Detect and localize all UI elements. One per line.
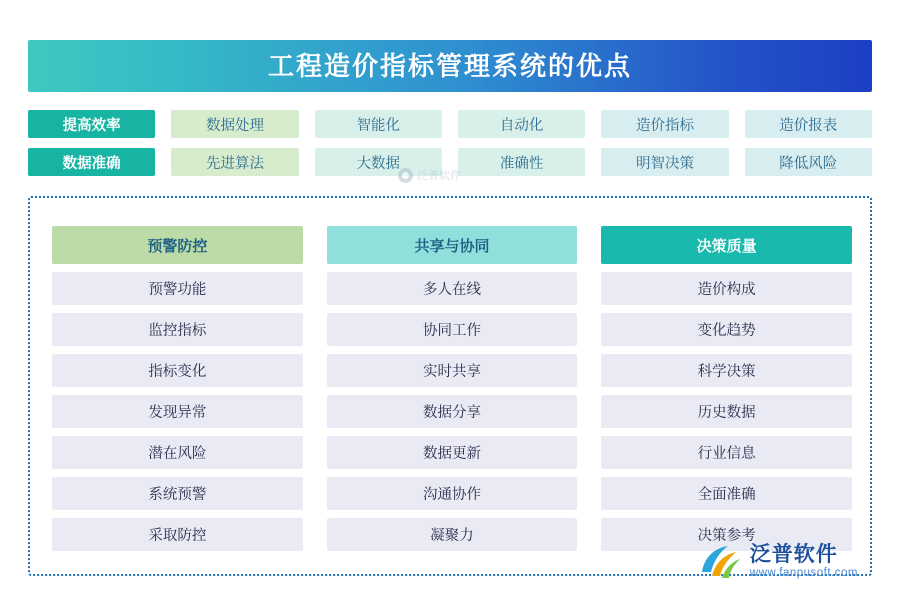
column-header: 预警防控 xyxy=(52,226,303,264)
list-item[interactable]: 协同工作 xyxy=(327,313,578,346)
keyword-chip[interactable]: 造价指标 xyxy=(601,110,728,138)
list-item[interactable]: 采取防控 xyxy=(52,518,303,551)
keyword-chip[interactable]: 降低风险 xyxy=(745,148,872,176)
keyword-chip[interactable]: 提高效率 xyxy=(28,110,155,138)
keyword-chip[interactable]: 明智决策 xyxy=(601,148,728,176)
keyword-chip[interactable]: 数据处理 xyxy=(171,110,298,138)
keyword-chip[interactable]: 数据准确 xyxy=(28,148,155,176)
list-item[interactable]: 发现异常 xyxy=(52,395,303,428)
list-item[interactable]: 行业信息 xyxy=(601,436,852,469)
keyword-chip[interactable]: 准确性 xyxy=(458,148,585,176)
column-header: 决策质量 xyxy=(601,226,852,264)
category-column-collaboration xyxy=(327,226,578,551)
list-item[interactable]: 历史数据 xyxy=(601,395,852,428)
category-column-decision xyxy=(601,226,852,551)
brand-text xyxy=(750,543,858,580)
watermark-label: 泛普软件 xyxy=(417,170,461,182)
list-item[interactable]: 决策参考 xyxy=(601,518,852,551)
title-banner xyxy=(28,40,872,92)
watermark-logo-icon xyxy=(398,168,413,183)
brand-logo xyxy=(698,542,858,582)
brand-mark-icon xyxy=(698,542,742,582)
list-item[interactable]: 科学决策 xyxy=(601,354,852,387)
keyword-chip[interactable]: 智能化 xyxy=(315,110,442,138)
list-item[interactable]: 全面准确 xyxy=(601,477,852,510)
brand-url: www.fanpusoft.com xyxy=(749,567,858,580)
list-item[interactable]: 数据更新 xyxy=(327,436,578,469)
keyword-row-1 xyxy=(28,110,872,138)
category-columns xyxy=(52,226,852,551)
list-item[interactable]: 造价构成 xyxy=(601,272,852,305)
list-item[interactable]: 指标变化 xyxy=(52,354,303,387)
keyword-chip[interactable]: 先进算法 xyxy=(171,148,298,176)
list-item[interactable]: 沟通协作 xyxy=(327,477,578,510)
page-title: 工程造价指标管理系统的优点 xyxy=(267,51,632,81)
list-item[interactable]: 变化趋势 xyxy=(601,313,852,346)
list-item[interactable]: 系统预警 xyxy=(52,477,303,510)
category-column-warning xyxy=(52,226,303,551)
list-item[interactable]: 实时共享 xyxy=(327,354,578,387)
list-item[interactable]: 多人在线 xyxy=(327,272,578,305)
brand-name: 泛普软件 xyxy=(749,543,838,567)
keyword-chip[interactable]: 造价报表 xyxy=(745,110,872,138)
keyword-chip[interactable]: 大数据 xyxy=(315,148,442,176)
list-item[interactable]: 凝聚力 xyxy=(327,518,578,551)
keyword-chip[interactable]: 自动化 xyxy=(458,110,585,138)
list-item[interactable]: 潜在风险 xyxy=(52,436,303,469)
watermark xyxy=(398,162,502,188)
list-item[interactable]: 监控指标 xyxy=(52,313,303,346)
list-item[interactable]: 数据分享 xyxy=(327,395,578,428)
list-item[interactable]: 预警功能 xyxy=(52,272,303,305)
column-header: 共享与协同 xyxy=(327,226,578,264)
content-panel xyxy=(28,196,872,576)
